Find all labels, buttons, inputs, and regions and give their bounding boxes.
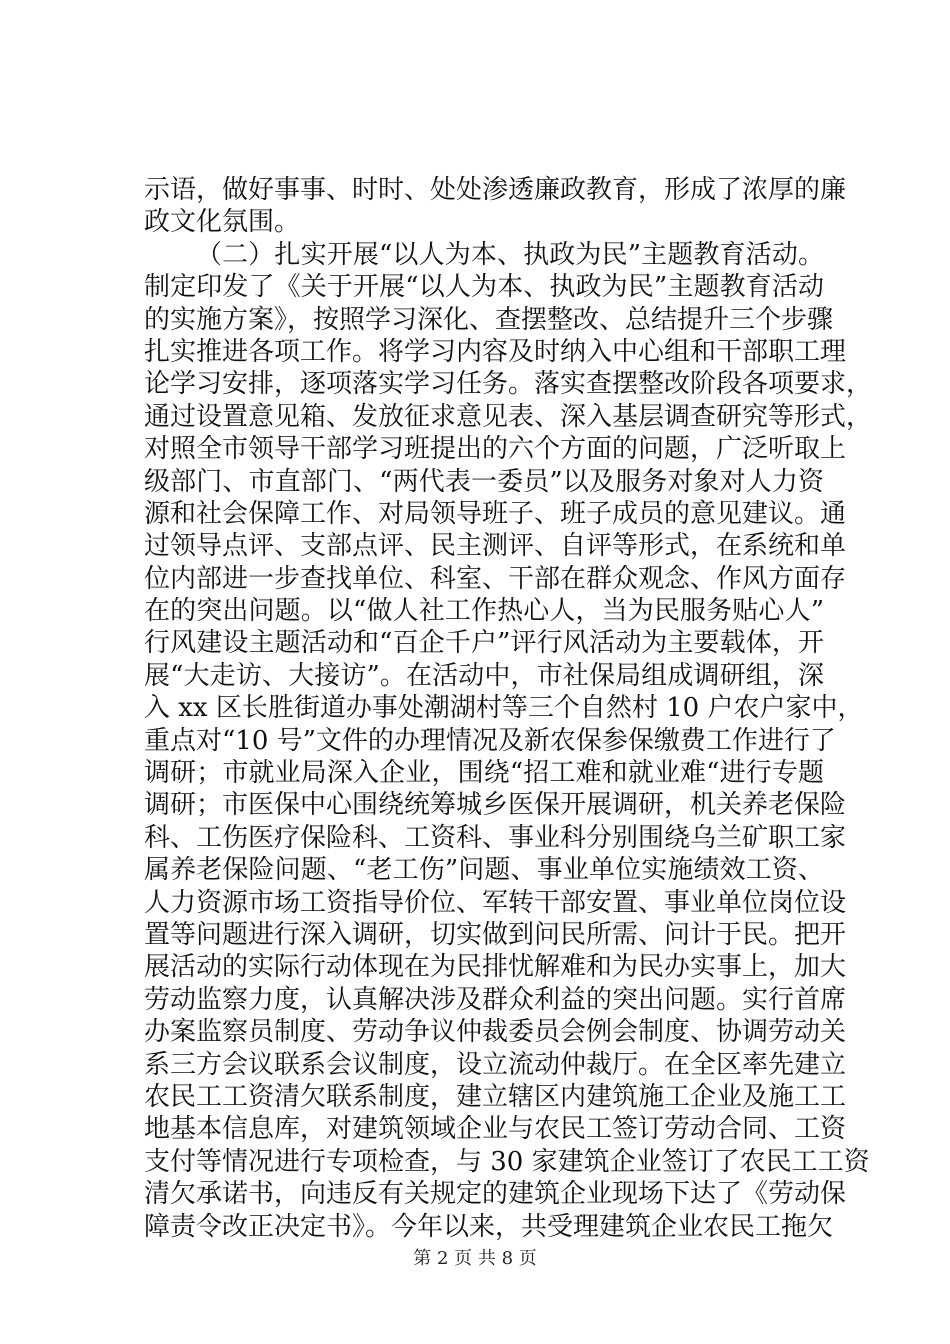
text-line: 办案监察员制度、劳动争议仲裁委员会例会制度、协调劳动关 — [144, 1017, 847, 1048]
text-line: 对照全市领导干部学习班提出的六个方面的问题，广泛听取上 — [144, 434, 847, 465]
text-line: 人力资源市场工资指导价位、军转干部安置、事业单位岗位设 — [144, 887, 847, 918]
text-line: 置等问题进行深入调研，切实做到问民所需、问计于民。把开 — [144, 919, 847, 950]
text-line: 科、工伤医疗保险科、工资科、事业科分别围绕乌兰矿职工家 — [144, 822, 847, 853]
text-line: 源和社会保障工作、对局领导班子、班子成员的意见建议。通 — [144, 498, 847, 529]
text-line: 调研；市医保中心围绕统筹城乡医保开展调研，机关养老保险 — [144, 790, 847, 821]
text-line: 示语，做好事事、时时、处处渗透廉政教育，形成了浓厚的廉 — [144, 175, 847, 205]
document-body — [144, 174, 873, 1243]
text-line: 展“大走访、大接访”。在活动中，市社保局组成调研组，深 — [144, 660, 824, 691]
text-line: 障责令改正决定书》。今年以来，共受理建筑企业农民工拖欠 — [144, 1211, 834, 1242]
text-line: 的实施方案》，按照学习深化、查摆整改、总结提升三个步骤 — [144, 304, 834, 335]
text-line: （二）扎实开展“以人为本、执政为民”主题教育活动。 — [196, 239, 824, 270]
text-line: 级部门、市直部门、“两代表一委员”以及服务对象对人力资 — [144, 466, 824, 497]
text-line: 支付等情况进行专项检查，与 30 家建筑企业签订了农民工工资 — [144, 1146, 870, 1177]
text-line: 制定印发了《关于开展“以人为本、执政为民”主题教育活动 — [144, 272, 824, 303]
text-line: 展活动的实际行动体现在为民排忧解难和为民办实事上，加大 — [144, 952, 847, 983]
text-line: 通过设置意见箱、发放征求意见表、深入基层调查研究等形式， — [144, 401, 873, 432]
text-line: 清欠承诺书，向违反有关规定的建筑企业现场下达了《劳动保 — [144, 1179, 847, 1210]
text-line: 属养老保险问题、“老工伤”问题、事业单位实施绩效工资、 — [144, 855, 824, 886]
text-line: 过领导点评、支部点评、民主测评、自评等形式，在系统和单 — [144, 531, 847, 562]
text-line: 行风建设主题活动和“百企千户”评行风活动为主要载体，开 — [144, 628, 824, 659]
text-line: 扎实推进各项工作。将学习内容及时纳入中心组和干部职工理 — [144, 336, 847, 367]
text-line: 在的突出问题。以“做人社工作热心人，当为民服务贴心人” — [144, 596, 824, 627]
text-line: 论学习安排，逐项落实学习任务。落实查摆整改阶段各项要求， — [144, 369, 873, 400]
text-line: 政文化氛围。 — [144, 207, 301, 238]
text-line: 劳动监察力度，认真解决涉及群众利益的突出问题。实行首席 — [144, 984, 847, 1015]
text-line: 农民工工资清欠联系制度，建立辖区内建筑施工企业及施工工 — [144, 1081, 847, 1112]
text-line: 位内部进一步查找单位、科室、干部在群众观念、作风方面存 — [144, 563, 847, 594]
page-number-footer: 第 2 页 共 8 页 — [413, 1248, 537, 1269]
text-line: 入 xx 区长胜街道办事处潮湖村等三个自然村 10 户农户家中， — [144, 693, 864, 724]
text-line: 重点对“10 号”文件的办理情况及新农保参保缴费工作进行了 — [144, 725, 836, 756]
text-line: 系三方会议联系会议制度，设立流动仲裁厅。在全区率先建立 — [144, 1049, 847, 1080]
text-line: 地基本信息库，对建筑领域企业与农民工签订劳动合同、工资 — [144, 1114, 847, 1145]
text-line: 调研；市就业局深入企业，围绕“招工难和就业难“进行专题 — [144, 758, 824, 789]
